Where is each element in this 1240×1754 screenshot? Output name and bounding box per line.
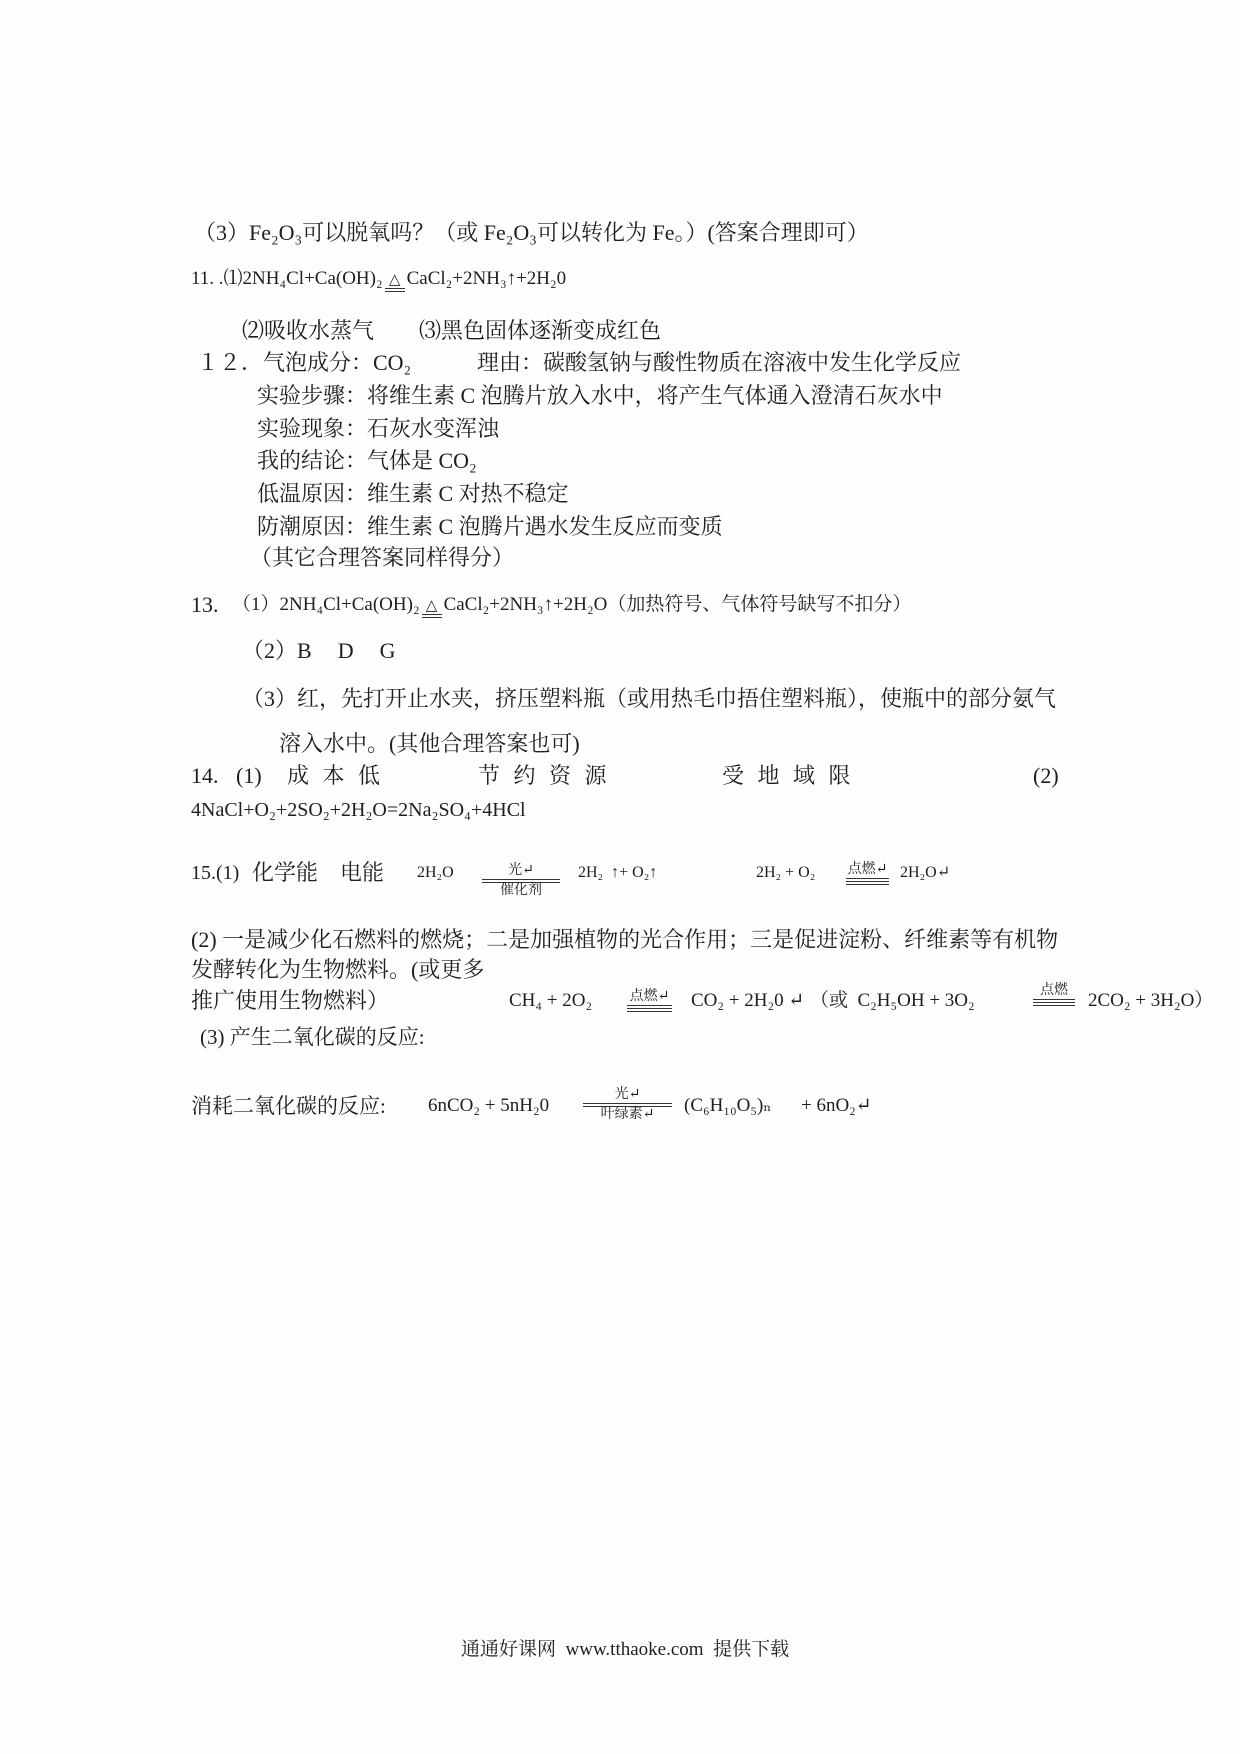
triple-equals-line (846, 878, 889, 885)
q13-part1-label: （1） (232, 594, 280, 615)
q12-moisture-proof-reason: 防潮原因：维生素 C 泡腾片遇水发生反应而变质 (257, 514, 723, 539)
photosynthesis-condition (583, 1087, 672, 1123)
water-split-products: 2H₂ ↑+ O₂↑ (578, 864, 658, 881)
q15-energy-chemical: 化学能 (252, 860, 319, 885)
q11-products: CaCl₂+2NH₃↑+2H₂0 (406, 268, 567, 289)
heating-triangle-symbol: △ (425, 598, 438, 614)
q11-reactants: ⑴2NH₄Cl+Ca(OH)₂ (223, 268, 383, 289)
ethanol-reactants: （或 C₂H₅OH + 3O₂ (810, 990, 975, 1011)
photosynthesis-products: (C₆H₁₀O₅)ₙ (684, 1095, 772, 1116)
photosynthesis-oxygen: + 6nO₂↵ (801, 1095, 872, 1116)
ethanol-condition (1033, 983, 1075, 1006)
q11-part1-equation (191, 266, 566, 292)
q15-part2-line3: 推广使用生物燃料） (191, 988, 390, 1013)
hydrogen-burn-products: 2H₂O↵ (900, 864, 951, 881)
q13-part3-line1: （3）红，先打开止水夹，挤压塑料瓶（或用热毛巾捂住塑料瓶），使瓶中的部分氨气 (242, 686, 1057, 711)
q12-gas-component: １２．气泡成分：CO₂ (197, 350, 412, 375)
q13-number: 13. (191, 592, 219, 617)
q15-part2-line2: 发酵转化为生物燃料。(或更多 (191, 957, 485, 982)
double-equals-line (385, 288, 405, 292)
ignite-condition-label: 点燃↵ (847, 862, 888, 877)
q13-reactants: 2NH₄Cl+Ca(OH)₂ (279, 594, 420, 615)
q14-part2-label: (2) (1033, 763, 1059, 788)
page-footer: 通通好课网 www.tthaoke.com 提供下载 (461, 1639, 790, 1660)
double-equals-line (422, 614, 442, 618)
q14-answer-region-limited: 受 地 域 限 (722, 763, 855, 788)
q12-low-temperature-reason: 低温原因：维生素 C 对热不稳定 (257, 481, 569, 506)
q15-part2-line1: (2) 一是减少化石燃料的燃烧；二是加强植物的光合作用；三是促进淀粉、纤维素等有机物 (191, 927, 1059, 952)
methane-reactants: CH₄ + 2O₂ (509, 990, 593, 1011)
q13-part2-label: （2） (242, 638, 298, 663)
q10-part3-answer: （3）Fe₂O₃可以脱氧吗？（或 Fe₂O₃可以转化为 Fe。）(答案合理即可） (194, 220, 869, 245)
q12-note: （其它合理答案同样得分） (250, 545, 515, 570)
chlorophyll-condition-label: 叶绿素↵ (600, 1107, 655, 1122)
q14-answer-low-cost: 成 本 低 (287, 763, 385, 788)
methane-products: CO₂ + 2H₂0 ↵ (691, 990, 805, 1011)
ignite-condition-label: 点燃 (1040, 983, 1068, 998)
hydrogen-burn-reactants: 2H₂ + O₂ (756, 864, 816, 881)
q12-phenomenon: 实验现象：石灰水变浑浊 (257, 416, 500, 441)
q12-experiment-steps: 实验步骤：将维生素 C 泡腾片放入水中，将产生气体通入澄清石灰水中 (257, 383, 943, 408)
q13-part3-line2: 溶入水中。(其他合理答案也可) (279, 731, 580, 756)
triple-equals-line (627, 1005, 672, 1012)
q13-part2-answer (242, 638, 395, 664)
q15-part3-consume-label: 消耗二氧化碳的反应: (191, 1094, 386, 1118)
triple-equals-line (1033, 999, 1075, 1006)
q11-number: 11. . (191, 268, 224, 289)
light-condition-label: 光↵ (614, 1087, 641, 1102)
photosynthesis-reactants: 6nCO₂ + 5nH₂0 (428, 1095, 550, 1116)
ignite-condition-label: 点燃↵ (629, 989, 670, 1004)
water-split-reactants: 2H₂O (417, 864, 454, 881)
ethanol-products: 2CO₂ + 3H₂O） (1088, 990, 1214, 1011)
catalyst-condition-label: 催化剂 (500, 883, 542, 898)
q14-part2-equation: 4NaCl+O₂+2SO₂+2H₂O=2Na₂SO₄+4HCl (191, 799, 526, 821)
q13-products: CaCl₂+2NH₃↑+2H₂O (443, 594, 608, 615)
q14-number: 14. (191, 763, 219, 788)
q15-energy-electric: 电能 (340, 860, 385, 885)
water-split-condition (482, 863, 560, 899)
q15-part1-label: 15.(1) (191, 862, 240, 884)
q11-part3-answer: ⑶黑色固体逐渐变成红色 (419, 318, 662, 343)
q15-part3-produce-label: (3) 产生二氧化碳的反应: (200, 1025, 425, 1049)
q11-heating-condition (385, 273, 405, 292)
q13-part1-note: （加热符号、气体符号缺写不扣分） (607, 594, 912, 615)
q13-part1-equation (232, 592, 911, 618)
q11-part2-answer: ⑵吸收水蒸气 (242, 318, 375, 343)
q14-answer-save-resources: 节 约 资 源 (478, 763, 611, 788)
q13-answer-d: D (337, 638, 354, 663)
q13-answer-b: B (297, 638, 312, 663)
q12-reason: 理由：碳酸氢钠与酸性物质在溶液中发生化学反应 (477, 350, 962, 375)
q14-part1-label: (1) (236, 763, 262, 788)
methane-condition (627, 989, 672, 1012)
q13-answer-g: G (379, 638, 396, 663)
hydrogen-burn-condition (846, 862, 889, 885)
q12-conclusion: 我的结论：气体是 CO₂ (257, 448, 477, 473)
q13-heating-condition (422, 599, 442, 618)
heating-triangle-symbol: △ (388, 272, 401, 288)
light-condition-label: 光↵ (508, 863, 534, 878)
